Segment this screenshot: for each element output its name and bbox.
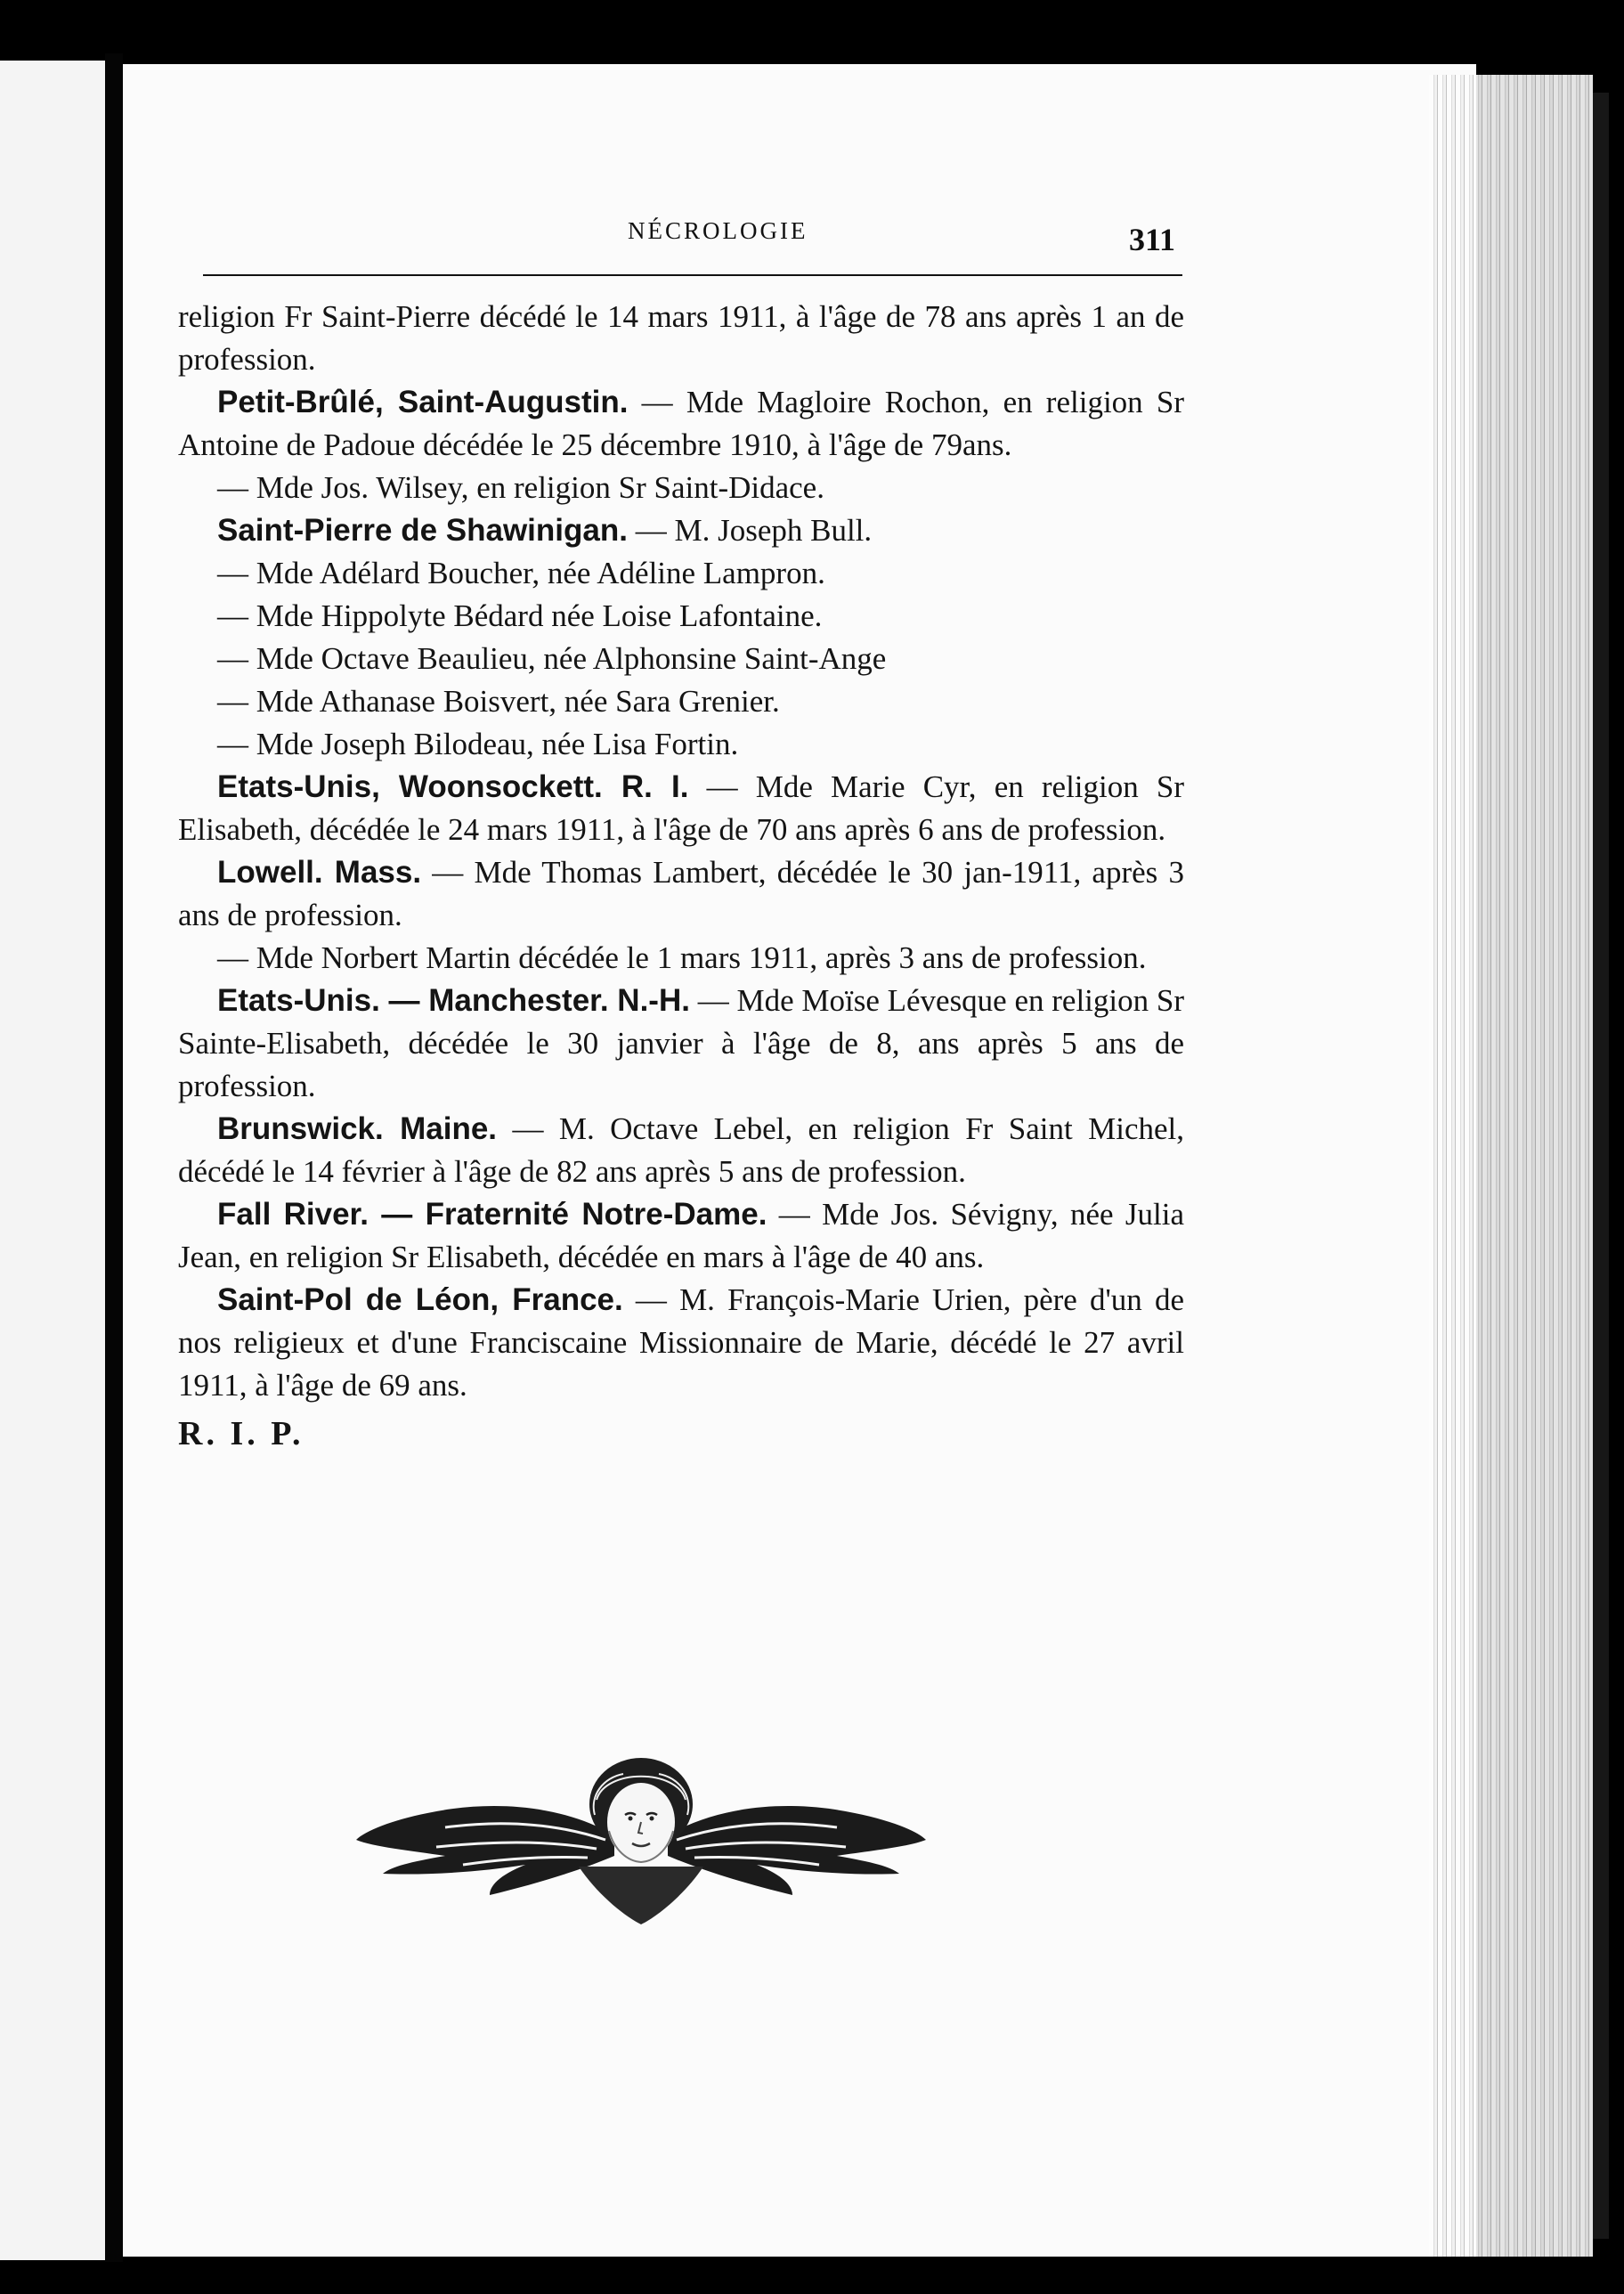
entry-paragraph <box>178 1193 1184 1279</box>
entry-text: — Mde Magloire Rochon, en religion Sr Antoine de Padoue décédée le 25 décembre 1910, à l'âge de 79ans. <box>178 385 1184 462</box>
entry-paragraph <box>178 766 1184 851</box>
entry-text: — Mde Jos. Wilsey, en religion Sr Saint-Didace. <box>217 470 824 505</box>
entry-place-heading: Etats-Unis, Woonsockett. R. I. <box>217 769 689 804</box>
winged-cherub-head-ornament <box>356 1751 926 1929</box>
header-rule <box>203 274 1182 276</box>
entry-text: — Mde Moïse Lévesque en religion Sr Sainte-Elisabeth, décédée le 30 janvier à l'âge de 8, ans après 5 ans de profession. <box>178 983 1184 1103</box>
entry-text: — Mde Octave Beaulieu, née Alphonsine Saint-Ange <box>217 641 887 676</box>
running-header: NÉCROLOGIE <box>628 217 808 244</box>
entry-place-heading: Etats-Unis. — Manchester. N.-H. <box>217 983 690 1018</box>
entry-paragraph <box>178 638 1184 680</box>
entry-place-heading: Brunswick. Maine. <box>217 1111 498 1146</box>
entry-place-heading: Lowell. Mass. <box>217 855 422 890</box>
rip-closing: R. I. P. <box>178 1415 304 1452</box>
entry-text: — Mde Norbert Martin décédée le 1 mars 1911, après 3 ans de profession. <box>217 940 1147 975</box>
entry-text: — Mde Thomas Lambert, décédée le 30 jan-1911, après 3 ans de profession. <box>178 855 1184 932</box>
entry-place-heading: Saint-Pol de Léon, France. <box>217 1282 623 1317</box>
entry-paragraph <box>178 509 1184 552</box>
page-number: 311 <box>1129 222 1176 257</box>
entry-text: — Mde Joseph Bilodeau, née Lisa Fortin. <box>217 727 739 761</box>
entry-place-heading: Fall River. — Fraternité Notre-Dame. <box>217 1197 767 1232</box>
entry-paragraph <box>178 467 1184 509</box>
entry-text: — Mde Athanase Boisvert, née Sara Grenier. <box>217 684 780 719</box>
entry-text: — M. François-Marie Urien, père d'un de nos religieux et d'une Franciscaine Missionnaire de Marie, décédé le 27 avril 1911, à l'âge de 69 ans. <box>178 1282 1184 1403</box>
entry-paragraph <box>178 1279 1184 1407</box>
entry-paragraph <box>178 381 1184 467</box>
entry-place-heading: Petit-Brûlé, Saint-Augustin. <box>217 385 629 419</box>
entry-place-heading: Saint-Pierre de Shawinigan. <box>217 513 628 548</box>
entry-text: religion Fr Saint-Pierre décédé le 14 mars 1911, à l'âge de 78 ans après 1 an de profession. <box>178 299 1184 377</box>
entry-paragraph <box>178 296 1184 381</box>
entry-paragraph <box>178 552 1184 595</box>
necrology-text <box>178 296 1184 1455</box>
entry-paragraph <box>178 937 1184 980</box>
entry-text: — M. Joseph Bull. <box>627 513 873 548</box>
entry-text: — M. Octave Lebel, en religion Fr Saint Michel, décédé le 14 février à l'âge de 82 ans après 5 ans de profession. <box>178 1111 1184 1189</box>
entry-text: — Mde Hippolyte Bédard née Loise Lafontaine. <box>217 598 823 633</box>
entry-paragraph <box>178 851 1184 937</box>
entry-paragraph <box>178 980 1184 1108</box>
page-edges-stack <box>1429 75 1593 2257</box>
book-gutter <box>105 53 123 2262</box>
entry-text: — Mde Adélard Boucher, née Adéline Lampron. <box>217 556 825 590</box>
entry-text: — Mde Marie Cyr, en religion Sr Elisabeth, décédée le 24 mars 1911, à l'âge de 70 ans après 6 ans de profession. <box>178 769 1184 847</box>
entry-paragraph <box>178 723 1184 766</box>
left-page-edge <box>0 61 105 2260</box>
entry-paragraph <box>178 680 1184 723</box>
entry-text: — Mde Jos. Sévigny, née Julia Jean, en religion Sr Elisabeth, décédée en mars à l'âge de 40 ans. <box>178 1197 1184 1274</box>
entry-paragraph <box>178 595 1184 638</box>
entry-paragraph <box>178 1108 1184 1193</box>
